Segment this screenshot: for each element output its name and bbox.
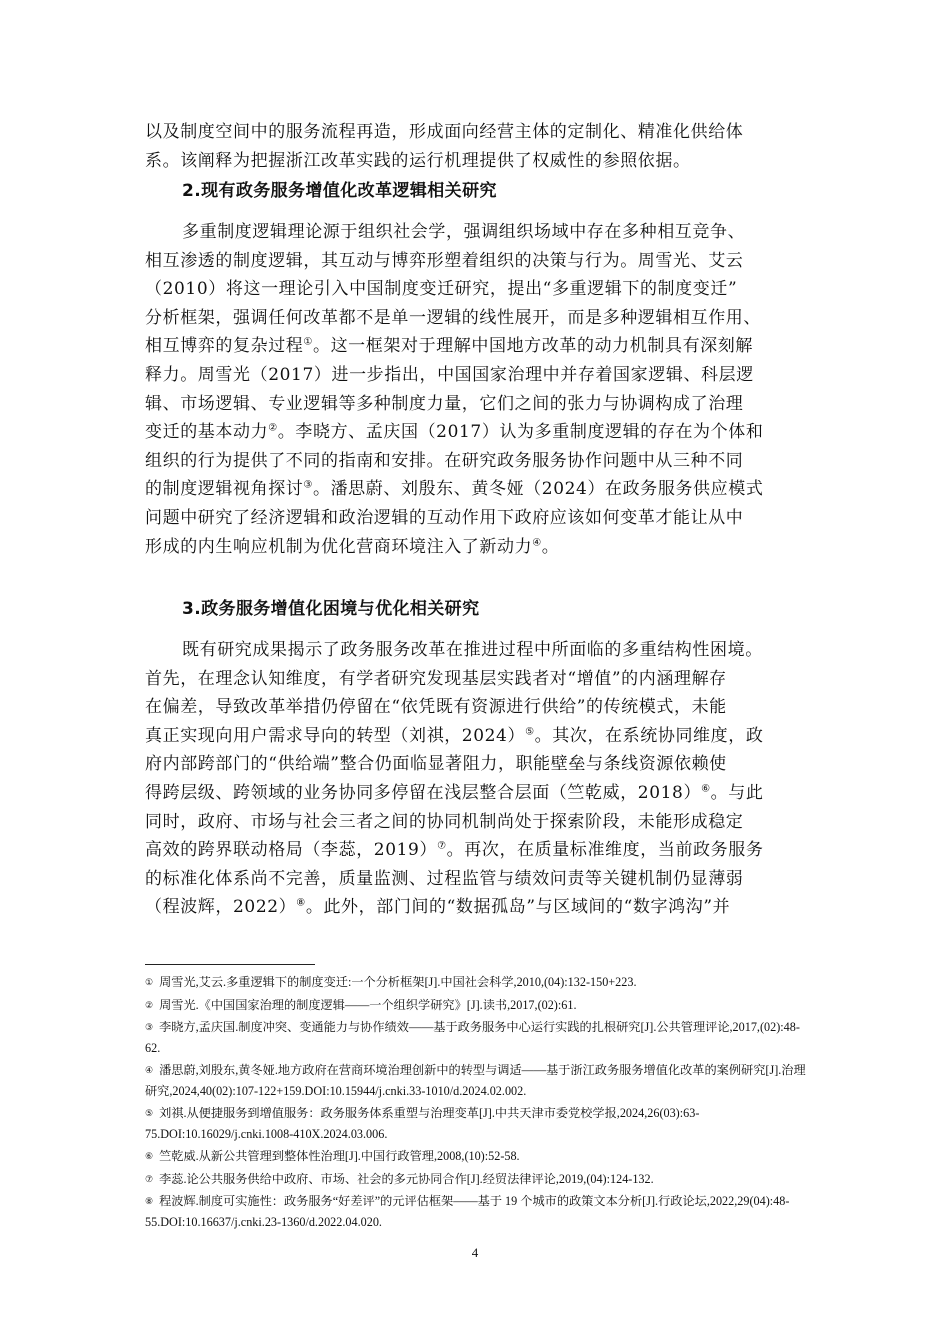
footnote-text: 周雪光.《中国国家治理的制度逻辑——一个组织学研究》[J].读书,2017,(02):61.: [159, 997, 577, 1012]
text-run: （程波辉，2022）: [145, 897, 297, 918]
text-run: 形成的内生响应机制为优化营商环境注入了新动力: [145, 536, 533, 557]
footnote-item: [145, 1060, 810, 1101]
text-line: [145, 893, 805, 922]
footnote-mark: ⑦: [145, 1173, 154, 1184]
text-line: 辑、市场逻辑、专业逻辑等多种制度力量，它们之间的张力与协调构成了治理: [145, 393, 744, 414]
footnote-text: 李蕊.论公共服务供给中政府、市场、社会的多元协同合作[J].经贸法律评论,2019,(04):124-132.: [159, 1171, 654, 1186]
footnote-item: [145, 972, 810, 993]
text-run: 真正实现向用户需求导向的转型（刘祺，2024）: [145, 725, 526, 746]
footnote-ref[interactable]: ②: [268, 422, 278, 434]
text-run: 。与此: [710, 782, 764, 803]
footnote-mark: ⑧: [145, 1196, 154, 1206]
footnote-mark: ④: [145, 1065, 154, 1075]
footnote-ref[interactable]: ⑥: [701, 783, 711, 795]
footnote-text: 周雪光,艾云.多重逻辑下的制度变迁:一个分析框架[J].中国社会科学,2010,(04):132-150+223.: [159, 975, 637, 989]
text-line: 同时，政府、市场与社会三者之间的协同机制尚处于探索阶段，未能形成稳定: [145, 811, 744, 832]
footnote-text: 程波辉.制度可实施性：政务服务“好差评”的元评估框架——基于 19 个城市的政策文本分析[J].行政论坛,2022,29(04):48-55.DOI:10.16637/j.cnki.23-1360/d.2022.04.020.: [145, 1194, 790, 1229]
text-run: 。此外，部门间的“数据孤岛”与区域间的“数字鸿沟”并: [305, 897, 731, 918]
text-line: 府内部跨部门的“供给端”整合仍面临显著阻力，职能壁垒与条线资源依赖使: [145, 754, 727, 775]
footnote-text: 潘思蔚,刘殷东,黄冬娅.地方政府在营商环境治理创新中的转型与调适——基于浙江政务服务增值化改革的案例研究[J].治理研究,2024,40(02):107-122+159.DOI:10.15944/j.cnki.33-1010/d.2024.02.002.: [145, 1063, 806, 1098]
footnote-ref[interactable]: ③: [303, 479, 313, 491]
footnote-item: [145, 995, 810, 1016]
footnote-ref[interactable]: ⑤: [525, 726, 535, 738]
text-line: 组织的行为提供了不同的指南和安排。在研究政务服务协作问题中从三种不同: [145, 450, 744, 471]
intro-paragraph: [145, 118, 805, 175]
text-run: 的制度逻辑视角探讨: [145, 479, 304, 500]
text-run: 。这一框架对于理解中国地方改革的动力机制具有深刻解: [312, 336, 753, 357]
text-run: 。再次，在质量标准维度，当前政务服务: [446, 840, 764, 861]
footnote-ref[interactable]: ④: [532, 536, 542, 548]
footnote-item: [145, 1169, 810, 1190]
text-line: [145, 418, 805, 447]
text-run: 高效的跨界联动格局（李蕊，2019）: [145, 840, 438, 861]
footnote-item: [145, 1191, 810, 1232]
footnote-mark: ②: [145, 999, 154, 1010]
text-line: 首先，在理念认知维度，有学者研究发现基层实践者对“增值”的内涵理解存: [145, 668, 727, 689]
footnotes: [145, 972, 810, 1234]
text-run: 。其次，在系统协同维度，政: [534, 725, 764, 746]
footnote-text: 李晓方,孟庆国.制度冲突、变通能力与协作绩效——基于政务服务中心运行实践的扎根研究[J].公共管理评论,2017,(02):48-62.: [145, 1020, 800, 1055]
section2-paragraph: [145, 218, 805, 561]
text-line: 问题中研究了经济逻辑和政治逻辑的互动作用下政府应该如何变革才能让从中: [145, 507, 744, 528]
section3-paragraph: [145, 636, 805, 922]
footnote-item: [145, 1017, 810, 1058]
text-line: [145, 722, 805, 751]
text-line: 相互渗透的制度逻辑，其互动与博弈形塑着组织的决策与行为。周雪光、艾云: [145, 250, 744, 271]
footnote-mark: ⑥: [145, 1151, 154, 1161]
footnote-text: 刘祺.从便捷服务到增值服务：政务服务体系重塑与治理变革[J].中共天津市委党校学报,2024,26(03):63-75.DOI:10.16029/j.cnki.1008-410X.2024.03.006.: [145, 1106, 700, 1141]
footnote-item: [145, 1103, 810, 1144]
footnote-text: 竺乾威.从新公共管理到整体性治理[J].中国行政管理,2008,(10):52-58.: [159, 1149, 520, 1163]
text-line: 在偏差，导致改革举措仍停留在“依凭既有资源进行供给”的传统模式，未能: [145, 697, 727, 718]
text-run: 。潘思蔚、刘殷东、黄冬娅（2024）在政务服务供应模式: [312, 479, 764, 500]
text-line: [145, 533, 805, 562]
intro-line: 以及制度空间中的服务流程再造，形成面向经营主体的定制化、精准化供给体: [145, 122, 744, 142]
text-run: 相互博弈的复杂过程: [145, 336, 304, 357]
text-line: [145, 475, 805, 504]
page-number: 4: [471, 1245, 479, 1260]
text-line: [145, 332, 805, 361]
text-line: 分析框架，强调任何改革都不是单一逻辑的线性展开，而是多种逻辑相互作用、: [145, 307, 761, 328]
text-line: （2010）将这一理论引入中国制度变迁研究，提出“多重逻辑下的制度变迁”: [145, 279, 738, 300]
text-line: [145, 836, 805, 865]
text-line: 的标准化体系尚不完善，质量监测、过程监管与绩效问责等关键机制仍显薄弱: [145, 868, 744, 889]
intro-line: 系。该阐释为把握浙江改革实践的运行机理提供了权威性的参照依据。: [145, 150, 691, 171]
footnote-separator: [145, 964, 315, 965]
footnote-ref[interactable]: ⑧: [296, 897, 306, 909]
footnote-mark: ⑤: [145, 1108, 154, 1118]
footnote-item: [145, 1146, 810, 1167]
text-run: 。: [541, 536, 560, 557]
text-line: [145, 779, 805, 808]
footnote-ref[interactable]: ①: [303, 336, 313, 348]
text-run: 得跨层级、跨领域的业务协同多停留在浅层整合层面（竺乾威，2018）: [145, 782, 702, 803]
section2-heading: 2.现有政务服务增值化改革逻辑相关研究: [182, 181, 497, 201]
text-line: 既有研究成果揭示了政务服务改革在推进过程中所面临的多重结构性困境。: [182, 640, 763, 660]
footnote-mark: ①: [145, 977, 154, 987]
section3-heading: 3.政务服务增值化困境与优化相关研究: [182, 599, 480, 619]
text-run: 。李晓方、孟庆国（2017）认为多重制度逻辑的存在为个体和: [277, 422, 764, 443]
footnote-mark: ③: [145, 1022, 154, 1032]
text-run: 变迁的基本动力: [145, 422, 269, 443]
text-line: 释力。周雪光（2017）进一步指出，中国国家治理中并存着国家逻辑、科层逻: [145, 364, 754, 385]
text-line: 多重制度逻辑理论源于组织社会学，强调组织场域中存在多种相互竞争、: [182, 222, 746, 242]
footnote-ref[interactable]: ⑦: [437, 840, 447, 852]
